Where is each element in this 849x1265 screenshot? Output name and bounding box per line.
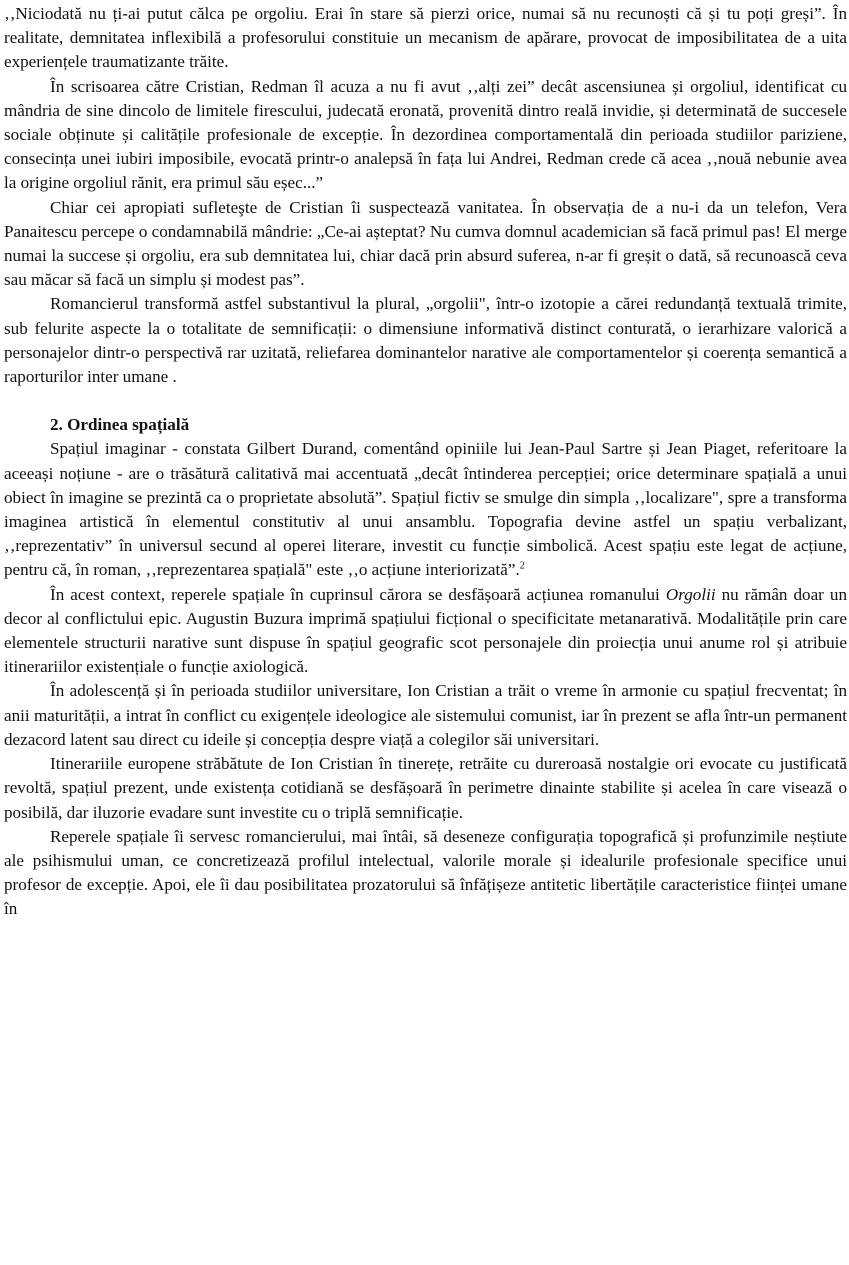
footnote-marker: 2: [519, 560, 525, 572]
paragraph-6: [4, 583, 847, 680]
paragraph-1: ‚‚Niciodată nu ți-ai putut călca pe orgoliu. Erai în stare să pierzi orice, numai să nu recunoști că și tu poți greși”. În realitate, demnitatea inflexibilă a profesorului constituie un mecanism de apărare, provocat de imposibilitatea de a uita experiențele traumatizante trăite.: [4, 4, 847, 72]
paragraph-5: [4, 437, 847, 582]
paragraph-5-text: Spațiul imaginar - constata Gilbert Durand, comentând opiniile lui Jean-Paul Sartre și Jean Piaget, referitoare la aceeași noțiune - are o trăsătură calitativă mai accentuată „decât întinderea percepției; orice determinare spațială a unui obiect în imagine se prezintă ca o proprietate absolută”. Spațiul fictiv se smulge din simpla ‚‚localizare", spre a transforma imaginea artistică în elementul constitutiv al unui ansamblu. Topografia devine astfel un spațiu verbalizant, ‚‚reprezentativ” în universul secund al operei literare, investit cu funcție simbolică. Acest spațiu este legat de acțiune, pentru că, în roman, ‚‚reprezentarea spațială" este ‚‚o acțiune interiorizată”.: [4, 439, 847, 580]
section-heading: 2. Ordinea spațială: [50, 415, 190, 435]
text-column: [4, 2, 847, 922]
paragraph-3: Chiar cei apropiati sufleteşte de Cristian îi suspectează vanitatea. În observația de a nu-i da un telefon, Vera Panaitescu percepe o condamnabilă mândrie: „Ce-ai așteptat? Nu cumva domnul academician să facă primul pas! El merge numai la succese și orgoliu, era sub demnitatea lui, chiar dacă prin absurd suferea, n-ar fi greșit o dată, să recunoască ceva sau măcar să facă un simplu și modest pas”.: [4, 197, 847, 290]
paragraph-6-before: În acest context, reperele spațiale în cuprinsul cărora se desfășoară acțiunea romanului: [50, 584, 666, 604]
paragraph-6-after: nu rămân doar un decor al conflictului epic. Augustin Buzura imprimă spațiului ficțional o specificitate metanarativă. Modalitățile prin care elementele structurii narative sunt dispuse în spațiul geografic scot personajele din proiecția unui anume rol și atribuie itinerariilor existențiale o funcție axiologică.: [4, 584, 847, 677]
paragraph-2: În scrisoarea către Cristian, Redman îl acuza a nu fi avut ‚‚alți zei” decât ascensiunea și orgoliul, identificat cu mândria de sine dincolo de limitele firescului, judecată eronată, provenită dintro reală invidie, și determinată de succesele sociale obținute și calitățile profesionale de excepție. În dezordinea comportamentală din perioada studiilor pariziene, consecința unei iubiri imposibile, evocată printr-o analepsă în fața lui Andrei, Redman crede că acea ‚‚nouă nebunie avea la origine orgoliul rănit, era primul său eșec...”: [4, 76, 847, 193]
paragraph-9: Reperele spațiale îi servesc romancierului, mai întâi, să deseneze configurația topografică și profunzimile neștiute ale psihismului uman, ce concretizează profilul intelectual, valorile morale și idealurile profesionale specifice unui profesor de excepție. Apoi, ele îi dau posibilitatea prozatorului să înfățișeze antitetic libertățile caracteristice ființei umane în: [4, 826, 847, 919]
paragraph-8: Itinerariile europene străbătute de Ion Cristian în tinerețe, retrăite cu dureroasă nostalgie ori evocate cu justificată revoltă, spațiul prezent, unde existența cotidiană se desfășoară în perimetre dinainte stabilite și acelea în care visează o posibilă, dar iluzorie evadare sunt investite cu o triplă semnificație.: [4, 754, 847, 822]
paragraph-7: În adolescență și în perioada studiilor universitare, Ion Cristian a trăit o vreme în armonie cu spațiul frecventat; în anii maturității, a intrat în conflict cu exigențele ideologice ale sistemului comunist, iar în prezent se afla într-un permanent dezacord latent sau direct cu ideile și concepția despre viață a colegilor săi universitari.: [4, 681, 847, 749]
novel-title: Orgolii: [665, 584, 716, 604]
paragraph-4: Romancierul transformă astfel substantivul la plural, „orgolii", într-o izotopie a cărei redundanță textuală trimite, sub felurite aspecte la o totalitate de semnificații: o dimensiune informativă distinct conturată, o ierarhizare valorică a personajelor dintr-o perspectivă rar uzitată, reliefarea dominantelor narative ale comportamentelor și coerența semantică a raporturilor inter umane .: [4, 294, 847, 387]
